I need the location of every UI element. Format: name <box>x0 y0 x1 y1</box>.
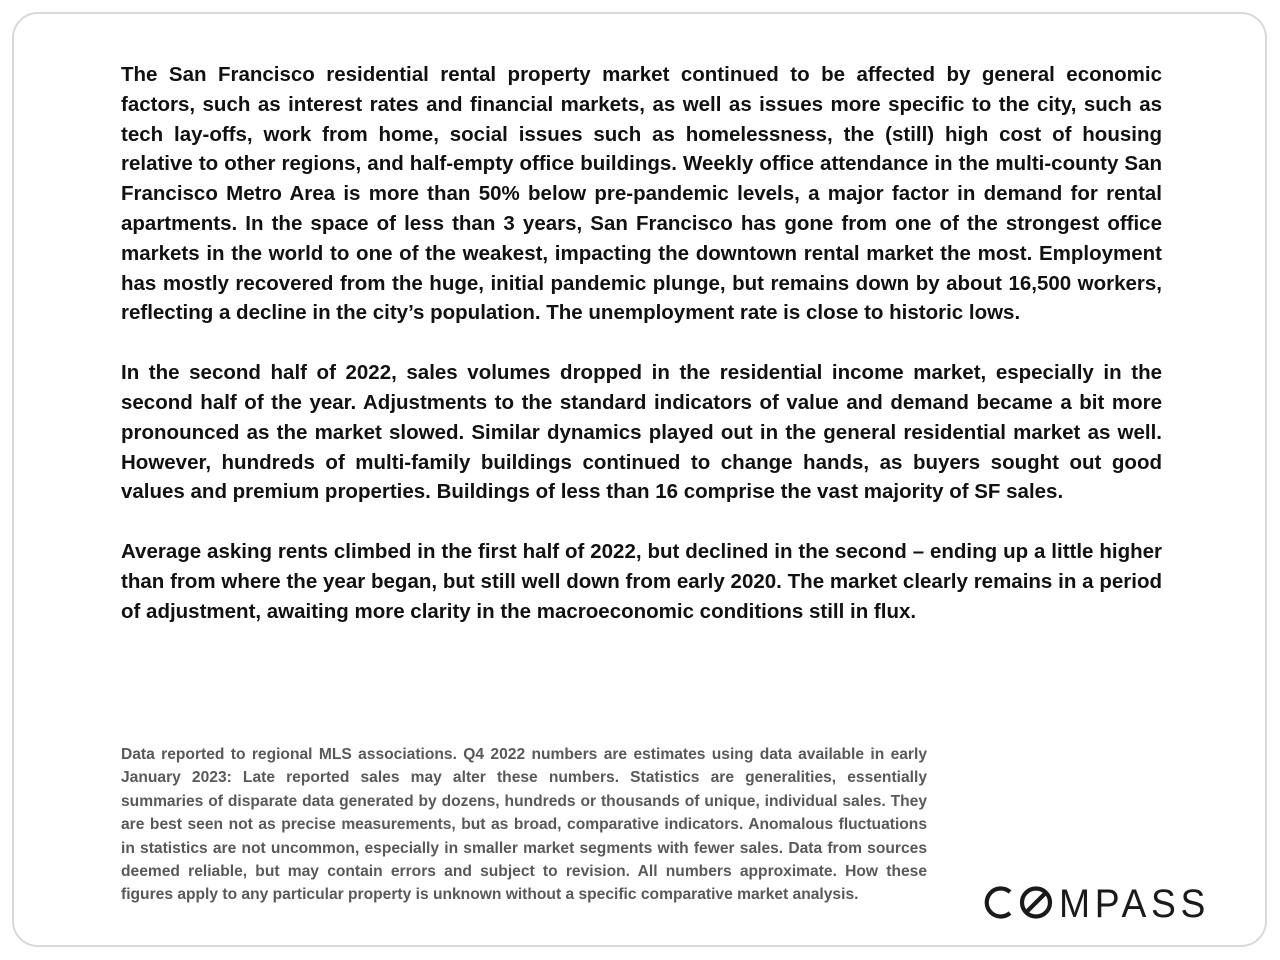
commentary-paragraph-rents: Average asking rents climbed in the first half of 2022, but declined in the second – ending up a little higher than from where the year began, but still well down from early 2020. The market clearly remains in a period of adjustment, awaiting more clarity in the macroeconomic conditions still in flux. <box>121 540 1162 623</box>
commentary-body <box>121 60 1162 627</box>
data-disclaimer: Data reported to regional MLS associations. Q4 2022 numbers are estimates using data available in early January 2023: Late reported sales may alter these numbers. Statistics are generalities, essentially summaries of disparate data generated by dozens, hundreds or thousands of unique, individual sales. They are best seen not as precise measurements, but as broad, comparative indicators. Anomalous fluctuations in statistics are not uncommon, especially in smaller market segments with fewer sales. Data from sources deemed reliable, but may contain errors and subject to revision. All numbers approximate. How these figures apply to any particular property is unknown without a specific comparative market analysis. <box>121 746 927 904</box>
compass-logo <box>980 880 1212 924</box>
slide-frame <box>12 12 1267 947</box>
commentary-paragraph-sales: In the second half of 2022, sales volumes dropped in the residential income market, especially in the second half of the year. Adjustments to the standard indicators of value and demand became a bit more pronounced as the market slowed. Similar dynamics played out in the general residential market as well. However, hundreds of multi-family buildings continued to change hands, as buyers sought out good values and premium properties. Buildings of less than 16 comprise the vast majority of SF sales. <box>121 361 1162 504</box>
compass-logo-wordmark: MPASS <box>1059 882 1210 924</box>
compass-logo-icon <box>980 880 1212 924</box>
commentary-paragraph-market: The San Francisco residential rental property market continued to be affected by general economic factors, such as interest rates and financial markets, as well as issues more specific to the city, such as tech lay-offs, work from home, social issues such as homelessness, the (still) high cost of housing relative to other regions, and half-empty office buildings. Weekly office attendance in the multi-county San Francisco Metro Area is more than 50% below pre-pandemic levels, a major factor in demand for rental apartments. In the space of less than 3 years, San Francisco has gone from one of the strongest office markets in the world to one of the weakest, impacting the downtown rental market the most. Employment has mostly recovered from the huge, initial pandemic plunge, but remains down by about 16,500 workers, reflecting a decline in the city’s population. The unemployment rate is close to historic lows. <box>121 63 1162 325</box>
